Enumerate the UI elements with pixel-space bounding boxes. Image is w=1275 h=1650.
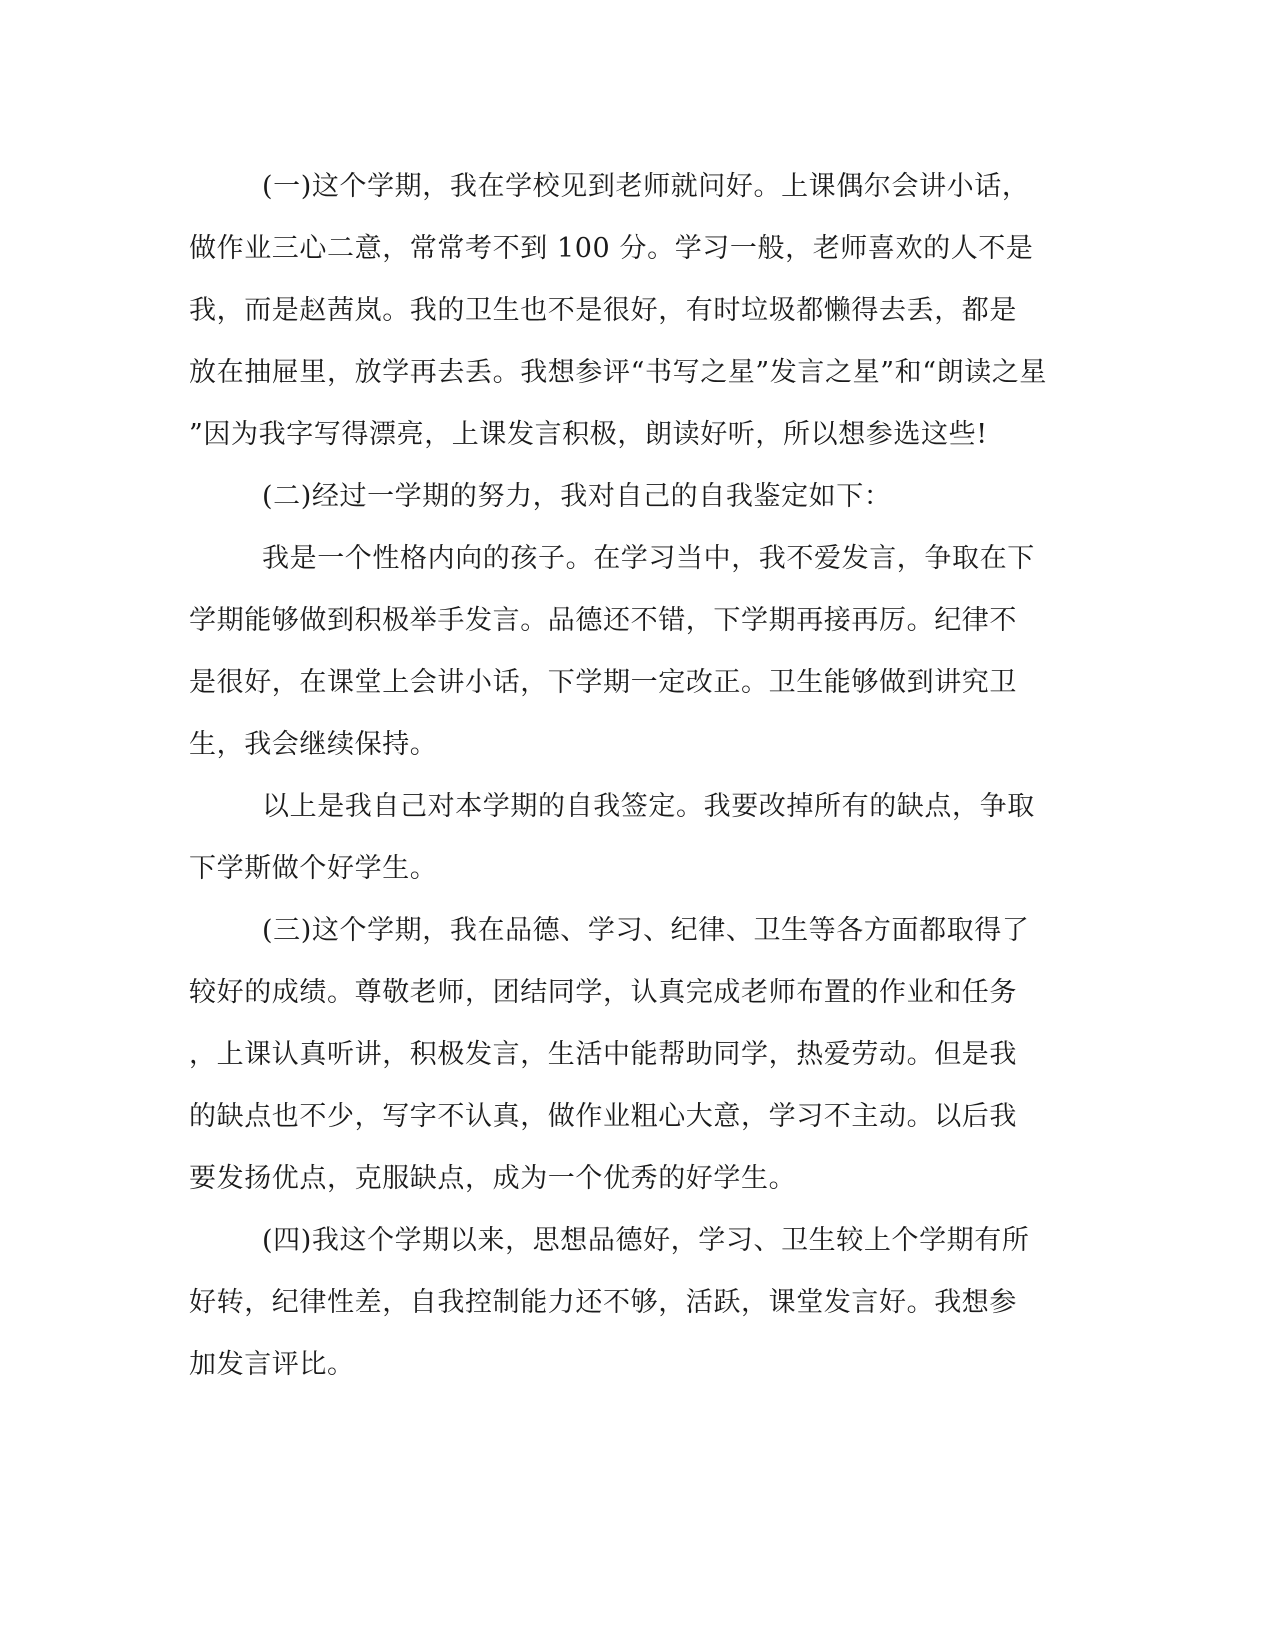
paragraph-5-line-1: (三)这个学期，我在品德、学习、纪律、卫生等各方面都取得了 [262, 915, 1030, 946]
paragraph-3-line-4: 生，我会继续保持。 [189, 729, 438, 760]
paragraph-1-line-3: 我，而是赵茜岚。我的卫生也不是很好，有时垃圾都懒得去丢，都是 [189, 295, 1017, 326]
paragraph-6-line-3: 加发言评比。 [189, 1349, 355, 1380]
paragraph-3-line-3: 是很好，在课堂上会讲小话，下学期一定改正。卫生能够做到讲究卫 [189, 667, 1017, 698]
paragraph-5-line-3: ，上课认真听讲，积极发言，生活中能帮助同学，热爱劳动。但是我 [189, 1039, 1017, 1070]
paragraph-3-line-2: 学期能够做到积极举手发言。品德还不错，下学期再接再厉。纪律不 [189, 605, 1017, 636]
paragraph-5-line-4: 的缺点也不少，写字不认真，做作业粗心大意，学习不主动。以后我 [189, 1101, 1017, 1132]
paragraph-5-line-5: 要发扬优点，克服缺点，成为一个优秀的好学生。 [189, 1163, 797, 1194]
paragraph-6-line-2: 好转，纪律性差，自我控制能力还不够，活跃，课堂发言好。我想参 [189, 1287, 1017, 1318]
paragraph-1-line-5: ”因为我字写得漂亮，上课发言积极，朗读好听，所以想参选这些! [189, 419, 988, 450]
paragraph-1-line-4: 放在抽屉里，放学再去丢。我想参评“书写之星”发言之星”和“朗读之星 [189, 357, 1048, 388]
paragraph-1-line-1: (一)这个学期，我在学校见到老师就问好。上课偶尔会讲小话， [262, 171, 1030, 202]
paragraph-4-line-1: 以上是我自己对本学期的自我签定。我要改掉所有的缺点，争取 [262, 791, 1035, 822]
paragraph-3-line-1: 我是一个性格内向的孩子。在学习当中，我不爱发言，争取在下 [262, 543, 1035, 574]
paragraph-6-line-1: (四)我这个学期以来，思想品德好，学习、卫生较上个学期有所 [262, 1225, 1030, 1256]
paragraph-1-line-2: 做作业三心二意，常常考不到 100 分。学习一般，老师喜欢的人不是 [189, 233, 1034, 264]
paragraph-5-line-2: 较好的成绩。尊敬老师，团结同学，认真完成老师布置的作业和任务 [189, 977, 1017, 1008]
paragraph-4-line-2: 下学斯做个好学生。 [189, 853, 438, 884]
paragraph-2-line-1: (二)经过一学期的努力，我对自己的自我鉴定如下： [262, 481, 892, 512]
document-body [189, 156, 1079, 1396]
